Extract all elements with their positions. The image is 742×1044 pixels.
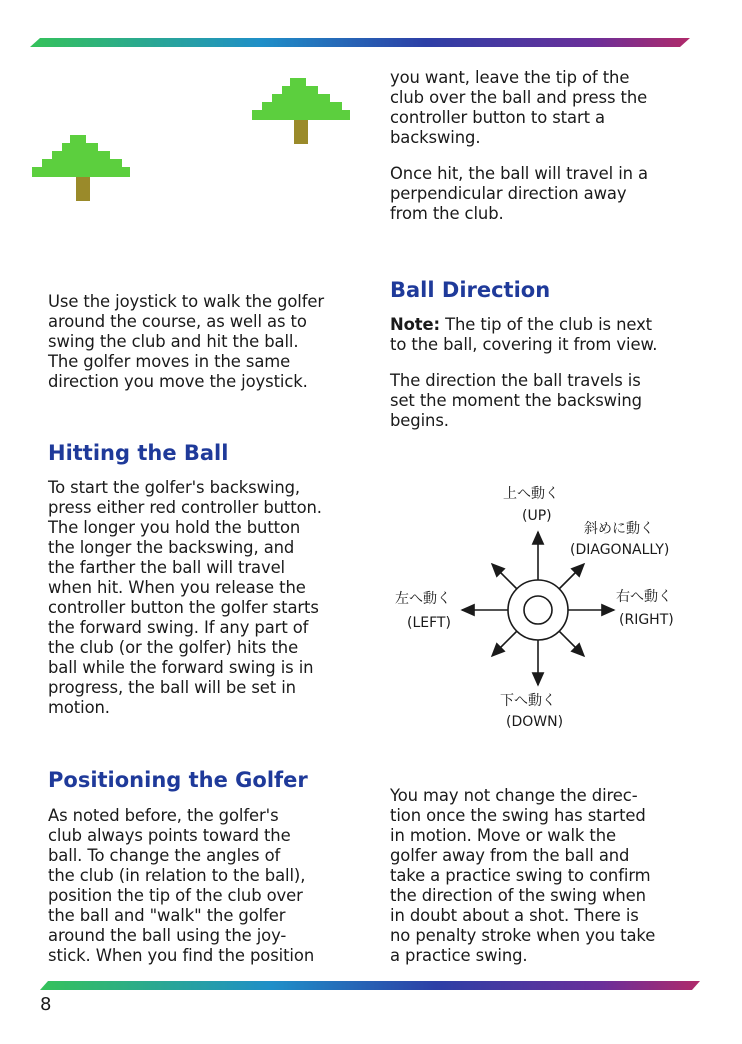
- continued-paragraph: you want, leave the tip of the club over the ball and press the controller button to start a backswing.: [390, 68, 648, 147]
- left-label-jp: 左へ動く: [395, 591, 451, 607]
- page-number: 8: [40, 994, 52, 1015]
- left-label-en: (LEFT): [407, 615, 451, 631]
- intro-paragraph: Use the joystick to walk the golfer around the course, as well as to swing the club and hit the ball. The golfer moves in the same direction you move the joystick.: [48, 292, 325, 391]
- diagonal-label-jp: 斜めに動く: [584, 521, 654, 537]
- ball-travel-paragraph: Once hit, the ball will travel in a perpendicular direction away from the club.: [390, 164, 648, 223]
- positioning-heading: Positioning the Golfer: [48, 768, 308, 792]
- top-gradient-bar: [30, 38, 690, 47]
- tree-icon-right: [250, 78, 352, 146]
- note-label: Note:: [390, 315, 440, 334]
- diagonal-label-en: (DIAGONALLY): [570, 542, 670, 558]
- right-label-jp: 右へ動く: [616, 589, 672, 605]
- direction-paragraph: The direction the ball travels is set the moment the backswing begins.: [390, 371, 642, 430]
- down-label-jp: 下へ動く: [500, 693, 556, 709]
- positioning-paragraph: As noted before, the golfer's club always points toward the ball. To change the angles of the club (in relation to the ball), position the tip of the club over the ball and "walk" the golfer around the ball using the joy- stick. When you find the position: [48, 806, 315, 965]
- hitting-heading: Hitting the Ball: [48, 441, 229, 465]
- closing-paragraph: You may not change the direc- tion once the swing has started in motion. Move or walk the golfer away from the ball and take a practice swing to confirm the direction of the swing when in doubt about a shot. There is no penalty stroke when you take a practice swing.: [390, 786, 656, 965]
- note-paragraph: [390, 315, 657, 355]
- tree-icon-left: [30, 135, 132, 203]
- down-label-en: (DOWN): [506, 714, 564, 730]
- direction-diagram: [395, 480, 700, 740]
- up-label-en: (UP): [522, 508, 552, 524]
- up-label-jp: 上へ動く: [503, 486, 559, 502]
- hitting-paragraph: To start the golfer's backswing, press either red controller button. The longer you hold the button the longer the backswing, and the farther the ball will travel when hit. When you release the controller button the golfer starts the forward swing. If any part of the club (or the golfer) hits the ball while the forward swing is in progress, the ball will be set in motion.: [48, 478, 322, 717]
- bottom-gradient-bar: [40, 981, 700, 990]
- right-label-en: (RIGHT): [619, 612, 674, 628]
- note-text: The tip of the club is next to the ball, covering it from view.: [390, 315, 658, 354]
- ball-direction-heading: Ball Direction: [390, 278, 551, 302]
